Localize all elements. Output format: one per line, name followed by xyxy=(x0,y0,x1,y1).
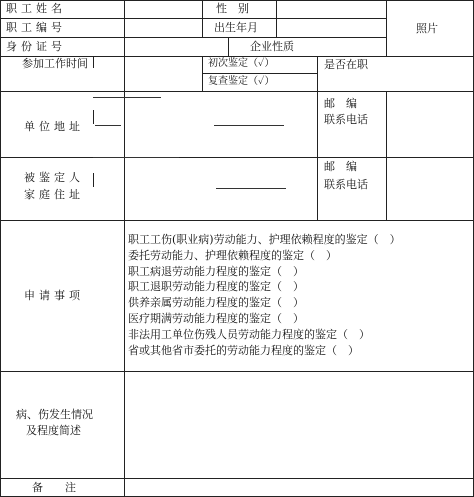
label-work-start: 参加工作时间 xyxy=(22,57,88,70)
col-gender-value xyxy=(276,0,277,37)
col-contact-right xyxy=(386,91,387,220)
application-list xyxy=(128,232,401,358)
label-phone-b: 联系电话 xyxy=(324,178,368,191)
col-contact-left xyxy=(317,56,318,220)
label-appraisee: 被鉴定人 xyxy=(24,171,84,184)
label-postcode-a: 邮 编 xyxy=(324,97,357,110)
application-item: 职工工伤(职业病)劳动能力、护理依赖程度的鉴定（ ） xyxy=(128,233,401,246)
application-item: 供养亲属劳动能力程度的鉴定（ ） xyxy=(128,296,304,310)
label-remarks: 备 注 xyxy=(32,481,76,494)
label-application: 申请事项 xyxy=(24,289,84,302)
rule-row4 xyxy=(0,91,474,92)
label-name: 职工姓名 xyxy=(6,2,66,15)
scan-mark xyxy=(93,110,94,124)
label-photo: 照片 xyxy=(416,22,438,35)
label-gender: 性 别 xyxy=(216,2,249,15)
col-id-divider xyxy=(228,37,229,56)
scan-mark xyxy=(93,157,179,158)
label-illness: 病、伤发生情况 xyxy=(16,408,93,421)
rule-row1 xyxy=(0,18,386,19)
rule-appraisal-mid xyxy=(202,73,317,74)
rule-row7 xyxy=(0,371,474,372)
label-employee-no: 职工编号 xyxy=(6,21,66,34)
scan-mark xyxy=(95,125,121,126)
table-border-top xyxy=(0,0,474,1)
scan-mark xyxy=(93,56,94,68)
application-item: 医疗期满劳动能力程度的鉴定（ ） xyxy=(128,311,304,325)
scan-mark xyxy=(214,125,284,126)
rule-row8 xyxy=(0,478,474,479)
application-item: 职工病退劳动能力程度的鉴定（ ） xyxy=(128,264,304,278)
col-gender-divider xyxy=(202,0,203,37)
label-illness-degree: 及程度简述 xyxy=(26,424,81,437)
application-item: 委托劳动能力、护理依赖程度的鉴定（ ） xyxy=(128,248,337,262)
label-in-service: 是否在职 xyxy=(324,58,368,71)
label-enterprise-type: 企业性质 xyxy=(250,40,294,53)
label-birth-date: 出生年月 xyxy=(214,21,258,34)
label-re-appraisal: 复查鉴定（✓） xyxy=(208,76,275,87)
col-appraisal-left xyxy=(202,56,203,91)
scan-mark xyxy=(93,97,161,98)
label-first-appraisal: 初次鉴定（✓） xyxy=(208,58,275,69)
label-unit-address: 单位地址 xyxy=(24,120,84,133)
col-label-divider xyxy=(124,0,125,497)
label-phone-a: 联系电话 xyxy=(324,113,368,126)
application-item: 职工退职劳动能力程度的鉴定（ ） xyxy=(128,280,304,294)
label-id-no: 身份证号 xyxy=(6,40,66,53)
application-item: 省或其他省市委托的劳动能力程度的鉴定（ ） xyxy=(128,343,359,357)
rule-row5 xyxy=(0,157,474,158)
application-item: 非法用工单位伤残人员劳动能力程度的鉴定（ ） xyxy=(128,327,370,341)
rule-row6 xyxy=(0,220,474,221)
scan-mark xyxy=(93,173,94,187)
col-photo-divider xyxy=(386,0,387,56)
scan-mark xyxy=(216,188,286,189)
label-postcode-b: 邮 编 xyxy=(324,160,357,173)
label-home-address: 家庭住址 xyxy=(24,188,84,201)
table-border-left xyxy=(0,0,1,497)
rule-row2 xyxy=(0,37,386,38)
